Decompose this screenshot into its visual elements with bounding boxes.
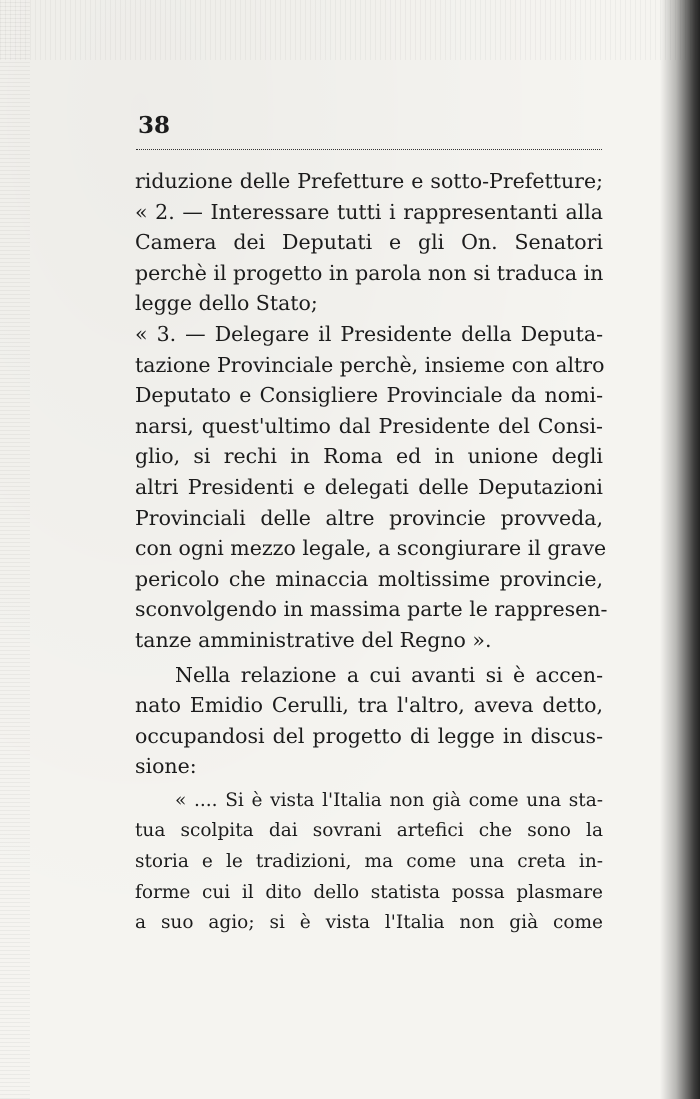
text-line: con ogni mezzo legale, a scongiurare il grave (135, 536, 607, 561)
text-line: Camera dei Deputati e gli On. Senatori (135, 230, 603, 255)
text-line: « 3. — Delegare il Presidente della Deputa- (135, 321, 603, 346)
text-line: sconvolgendo in massima parte le rappresen- (135, 597, 608, 622)
text-line: nato Emidio Cerulli, tra l'altro, aveva detto, (135, 693, 603, 718)
body-text (135, 166, 608, 939)
text-line: glio, si rechi in Roma ed in unione degli (135, 444, 603, 469)
text-line: Provinciali delle altre provincie provveda, (135, 505, 603, 530)
paper-speckle-left (0, 0, 30, 1099)
quote-line: storia e le tradizioni, ma come una creta in- (135, 851, 603, 873)
quote-line: forme cui il dito dello statista possa plasmare (135, 881, 603, 903)
text-line: altri Presidenti e delegati delle Deputazioni (135, 474, 603, 499)
quote-line: tua scolpita dai sovrani artefici che sono la (135, 820, 603, 842)
text-line: occupandosi del progetto di legge in discus- (135, 723, 603, 748)
text-line: « 2. — Interessare tutti i rappresentanti alla (135, 199, 603, 224)
text-line: perchè il progetto in parola non si traduca in (135, 260, 604, 285)
quote-first-line: « .... Si è vista l'Italia non già come una sta- (175, 789, 603, 811)
text-line: riduzione delle Prefetture e sotto-Prefetture; (135, 169, 603, 193)
quote-line: a suo agio; si è vista l'Italia non già come (135, 912, 603, 934)
text-line: tanze amministrative del Regno ». (135, 627, 492, 652)
header-rule (136, 149, 602, 150)
page-gutter-shadow (660, 0, 700, 1099)
text-line: sione: (135, 754, 197, 779)
paper-speckle-top (0, 0, 700, 60)
page-number: 38 (138, 112, 171, 139)
text-line: narsi, quest'ultimo dal Presidente del Consi- (135, 413, 603, 438)
text-line: legge dello Stato; (135, 291, 318, 316)
paragraph-first-line: Nella relazione a cui avanti si è accen- (175, 662, 603, 687)
text-line: tazione Provinciale perchè, insieme con altro (135, 352, 605, 377)
text-line: pericolo che minaccia moltissime provincie, (135, 566, 603, 591)
text-line: Deputato e Consigliere Provinciale da nomi- (135, 383, 603, 408)
